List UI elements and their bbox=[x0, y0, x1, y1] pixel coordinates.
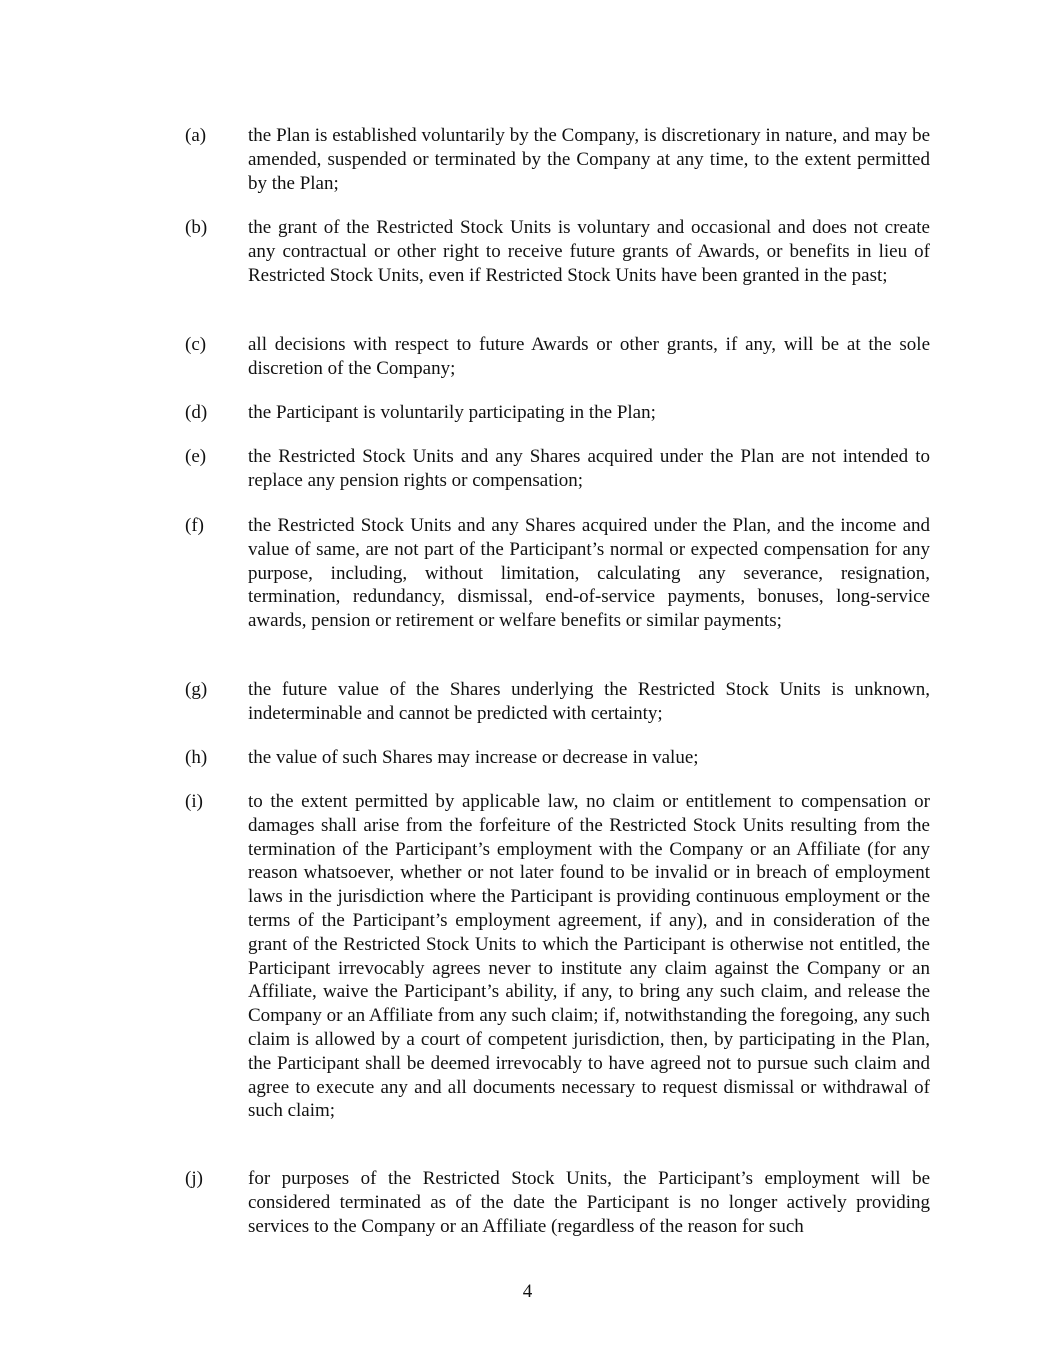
clause-text: the Restricted Stock Units and any Shares acquired under the Plan, and the income and value of same, are not part of the Participant’s normal or expected compensation for any purpose, including, without limitation, calculating any severance, resignation, termination, redundancy, dismissal, end-of-service payments, bonuses, long-service awards, pension or retirement or welfare benefits or similar payments; bbox=[248, 515, 930, 632]
clause-label: (d) bbox=[185, 402, 208, 423]
clause-label: (j) bbox=[185, 1168, 203, 1189]
page-number: 4 bbox=[522, 1281, 533, 1302]
clause-text: all decisions with respect to future Awards or other grants, if any, will be at the sole discretion of the Company; bbox=[248, 334, 930, 379]
clause-text: the Restricted Stock Units and any Shares acquired under the Plan are not intended to replace any pension rights or compensation; bbox=[248, 446, 930, 491]
clause-label: (g) bbox=[185, 679, 208, 700]
clause-c bbox=[185, 333, 930, 381]
clause-text: the future value of the Shares underlying the Restricted Stock Units is unknown, indeterminable and cannot be predicted with certainty; bbox=[248, 679, 930, 724]
clause-label: (b) bbox=[185, 217, 208, 238]
clause-label: (f) bbox=[185, 515, 204, 536]
clause-text: to the extent permitted by applicable law, no claim or entitlement to compensation or damages shall arise from the forfeiture of the Restricted Stock Units resulting from the termination of the Participant’s employment with the Company or an Affiliate (for any reason whatsoever, whether or not later found to be invalid or in breach of employment laws in the jurisdiction where the Participant is providing continuous employment or the terms of the Participant’s employment agreement, if any), and in consideration of the grant of the Restricted Stock Units to which the Participant is otherwise not entitled, the Participant irrevocably agrees never to institute any claim against the Company or an Affiliate, waive the Participant’s ability, if any, to bring any such claim, and release the Company or an Affiliate from any such claim; if, notwithstanding the foregoing, any such claim is allowed by a court of competent jurisdiction, then, by participating in the Plan, the Participant shall be deemed irrevocably to have agreed not to pursue such claim and agree to execute any and all documents necessary to request dismissal or withdrawal of such claim; bbox=[248, 791, 930, 1122]
clause-i bbox=[185, 790, 930, 1123]
clause-label: (a) bbox=[185, 125, 207, 146]
clause-f bbox=[185, 514, 930, 633]
clause-label: (e) bbox=[185, 446, 207, 467]
clause-e bbox=[185, 445, 930, 493]
clause-a bbox=[185, 124, 930, 195]
clause-text: the Plan is established voluntarily by the Company, is discretionary in nature, and may be amended, suspended or terminated by the Company at any time, to the extent permitted by the Plan; bbox=[248, 125, 930, 194]
clause-text: the value of such Shares may increase or decrease in value; bbox=[248, 747, 699, 768]
clause-g bbox=[185, 678, 930, 726]
clause-label: (c) bbox=[185, 334, 207, 355]
clause-text: the Participant is voluntarily participating in the Plan; bbox=[248, 402, 656, 423]
clause-text: for purposes of the Restricted Stock Units, the Participant’s employment will be considered terminated as of the date the Participant is no longer actively providing services to the Company or an Affiliate (regardless of the reason for such bbox=[248, 1168, 930, 1237]
clause-text: the grant of the Restricted Stock Units is voluntary and occasional and does not create any contractual or other right to receive future grants of Awards, or benefits in lieu of Restricted Stock Units, even if Restricted Stock Units have been granted in the past; bbox=[248, 217, 930, 286]
clause-h bbox=[185, 746, 930, 770]
clause-j bbox=[185, 1167, 930, 1238]
clause-b bbox=[185, 216, 930, 287]
clause-label: (h) bbox=[185, 747, 208, 768]
clause-d bbox=[185, 401, 930, 425]
clause-label: (i) bbox=[185, 791, 203, 812]
